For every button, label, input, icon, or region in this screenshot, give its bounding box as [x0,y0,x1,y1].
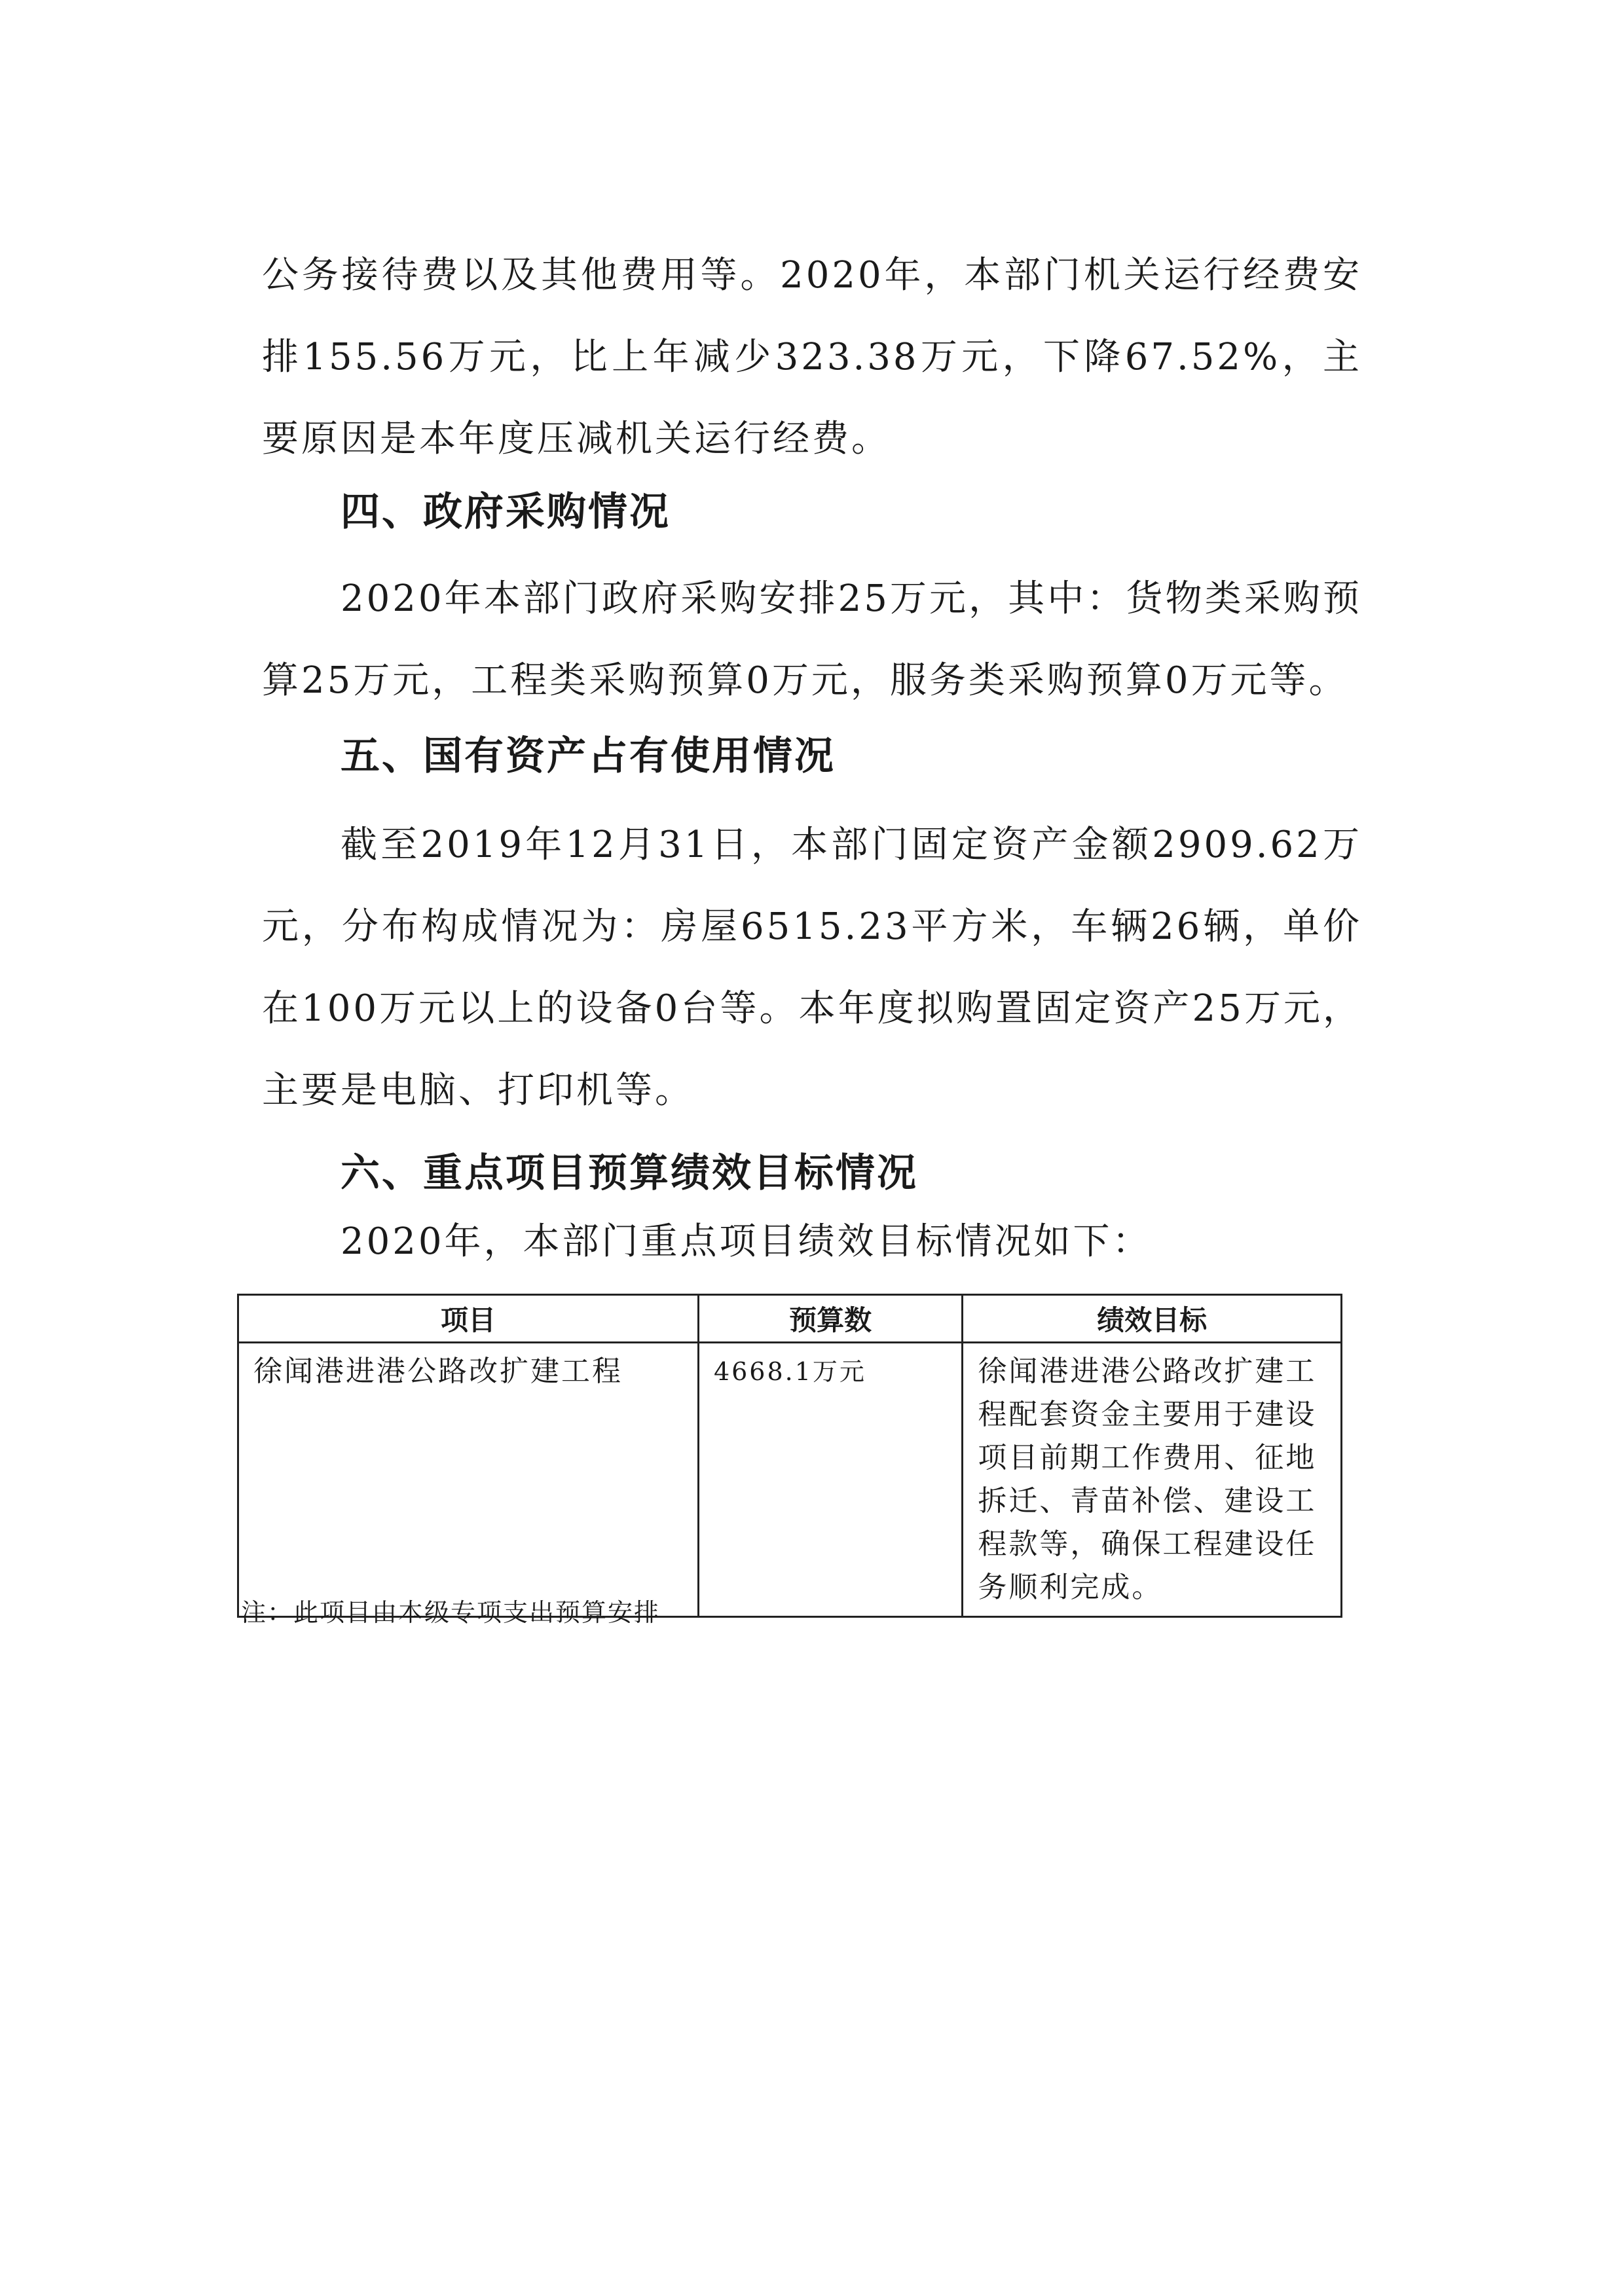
header-project: 项目 [238,1295,699,1343]
heading-performance-targets: 六、重点项目预算绩效目标情况 [341,1150,918,1196]
cell-target: 徐闻港进港公路改扩建工程配套资金主要用于建设项目前期工作费用、征地拆迁、青苗补偿、建设工程款等，确保工程建设任务顺利完成。 [963,1343,1342,1617]
header-target: 绩效目标 [963,1295,1342,1343]
paragraph-operating-funds: 公务接待费以及其他费用等。2020年，本部门机关运行经费安排155.56万元，比上年减少323.38万元，下降67.52%，主要原因是本年度压减机关运行经费。 [262,254,1362,460]
cell-budget: 4668.1万元 [698,1343,962,1617]
header-budget: 预算数 [698,1295,962,1343]
table-row [238,1343,1342,1617]
table-header-row [238,1295,1342,1343]
paragraph-procurement: 2020年本部门政府采购安排25万元，其中：货物类采购预算25万元，工程类采购预算0万元，服务类采购预算0万元等。 [262,577,1362,702]
performance-table [237,1294,1342,1618]
heading-state-assets: 五、国有资产占有使用情况 [341,733,836,779]
paragraph-performance-intro: 2020年，本部门重点项目绩效目标情况如下： [341,1220,1152,1263]
table-note: 注：此项目由本级专项支出预算安排 [241,1598,661,1627]
cell-project: 徐闻港进港公路改扩建工程 [238,1343,699,1617]
paragraph-assets: 截至2019年12月31日，本部门固定资产金额2909.62万元，分布构成情况为：房屋6515.23平方米，车辆26辆，单价在100万元以上的设备0台等。本年度拟购置固定资产25万元，主要是电脑、打印机等。 [262,824,1362,1112]
heading-government-procurement: 四、政府采购情况 [341,489,671,535]
